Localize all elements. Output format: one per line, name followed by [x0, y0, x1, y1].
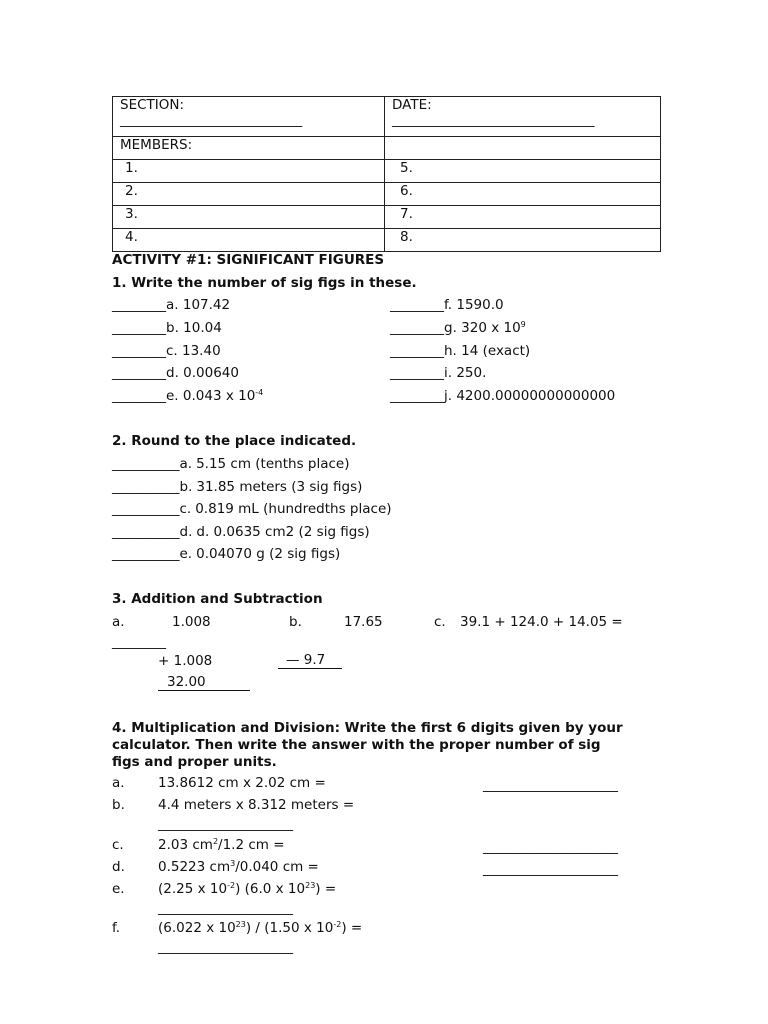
q1-label: g. 320 x 10 — [444, 320, 521, 336]
q2-item-e — [112, 546, 340, 562]
q3-b-value1: 17.65 — [344, 614, 383, 630]
q2-text: 0.04070 g (2 sig figs) — [196, 546, 341, 562]
q2-text: 0.819 mL (hundredths place) — [195, 501, 392, 517]
q3-b-value2 — [278, 653, 342, 669]
member-number: 8. — [400, 229, 413, 245]
q4-e-blank[interactable]: ____________________ — [158, 900, 293, 916]
exponent: 2 — [212, 837, 219, 846]
date-cell[interactable] — [385, 97, 661, 137]
q1-item-c — [112, 343, 221, 359]
member-cell-7[interactable] — [385, 206, 661, 229]
q3-a-value3-text: 32.00 — [167, 674, 206, 690]
answer-blank[interactable]: ________ — [390, 365, 444, 381]
member-number: 3. — [125, 206, 138, 222]
q4-c-expression — [158, 837, 285, 853]
q1-label: j. 4200.00000000000000 — [444, 388, 616, 404]
exponent: 23 — [305, 881, 316, 890]
q3-title: 3. Addition and Subtraction — [112, 591, 323, 607]
exponent: 9 — [520, 320, 526, 329]
q4-a-expression: 13.8612 cm x 2.02 cm = — [158, 775, 326, 791]
exponent: 3 — [230, 859, 236, 868]
q4-b-blank[interactable]: ____________________ — [158, 816, 293, 832]
q3-a-value1: 1.008 — [172, 614, 211, 630]
exponent: -2 — [333, 920, 342, 929]
q4-e-expression — [158, 881, 336, 897]
member-number: 1. — [125, 160, 138, 176]
date-blank[interactable]: ______________________________ — [392, 112, 595, 128]
answer-blank[interactable]: ________ — [390, 297, 444, 313]
answer-blank[interactable]: ________ — [112, 388, 166, 404]
q1-label: f. 1590.0 — [444, 297, 504, 313]
answer-blank[interactable]: ________ — [390, 388, 444, 404]
q2-letter: a. — [179, 456, 193, 472]
q2-item-b — [112, 479, 362, 495]
q3-a-value2: + 1.008 — [158, 653, 213, 669]
section-cell[interactable] — [113, 97, 385, 137]
q4-c-letter: c. — [112, 837, 124, 853]
q3-a-value3 — [158, 675, 250, 691]
q1-title: 1. Write the number of sig figs in these. — [112, 275, 417, 291]
member-cell-1[interactable] — [113, 160, 385, 183]
q2-text: d. 0.0635 cm2 (2 sig figs) — [196, 524, 370, 540]
q4-c-blank[interactable]: ____________________ — [483, 839, 618, 855]
member-number: 5. — [400, 160, 413, 176]
q2-title: 2. Round to the place indicated. — [112, 433, 357, 449]
q2-text: 31.85 meters (3 sig figs) — [196, 479, 363, 495]
expr-part: ) (6.0 x 10 — [235, 881, 306, 897]
q4-e-letter: e. — [112, 881, 125, 897]
expr-part: /1.2 cm = — [218, 837, 285, 853]
q4-a-letter: a. — [112, 775, 125, 791]
q1-label: a. 107.42 — [166, 297, 231, 313]
expr-part: ) / (1.50 x 10 — [245, 920, 334, 936]
answer-blank[interactable]: ________ — [112, 365, 166, 381]
member-cell-3[interactable] — [113, 206, 385, 229]
members-label: MEMBERS: — [120, 137, 193, 153]
q4-a-blank[interactable]: ____________________ — [483, 777, 618, 793]
q3-a-letter: a. — [112, 614, 125, 630]
q1-label: d. 0.00640 — [166, 365, 239, 381]
q4-b-letter: b. — [112, 797, 125, 813]
answer-blank[interactable]: ________ — [112, 320, 166, 336]
q1-item-d — [112, 365, 239, 381]
q1-label: e. 0.043 x 10 — [166, 388, 256, 404]
section-blank[interactable]: ___________________________ — [120, 112, 303, 128]
date-label: DATE: — [392, 97, 432, 113]
q3-b-letter: b. — [289, 614, 302, 630]
member-cell-2[interactable] — [113, 183, 385, 206]
q1-item-b — [112, 320, 222, 336]
q4-title-line2: calculator. Then write the answer with the proper number of sig — [112, 737, 601, 753]
member-number: 6. — [400, 183, 413, 199]
member-number: 7. — [400, 206, 413, 222]
q2-item-a — [112, 456, 349, 472]
q4-d-blank[interactable]: ____________________ — [483, 861, 618, 877]
q2-letter: e. — [179, 546, 193, 562]
q4-b-expression: 4.4 meters x 8.312 meters = — [158, 797, 355, 813]
member-cell-6[interactable] — [385, 183, 661, 206]
q3-c-expression: 39.1 + 124.0 + 14.05 = — [460, 614, 623, 630]
exponent: 23 — [235, 920, 246, 929]
answer-blank[interactable]: ________ — [112, 297, 166, 313]
member-cell-4[interactable] — [113, 229, 385, 252]
answer-blank[interactable]: __________ — [112, 456, 180, 472]
q2-text: 5.15 cm (tenths place) — [196, 456, 350, 472]
answer-blank[interactable]: __________ — [112, 501, 180, 517]
expr-part: (6.022 x 10 — [158, 920, 236, 936]
q2-item-d — [112, 524, 370, 540]
answer-blank[interactable]: __________ — [112, 479, 180, 495]
expr-part: ) = — [341, 920, 363, 936]
q4-f-letter: f. — [112, 920, 121, 936]
member-cell-8[interactable] — [385, 229, 661, 252]
q4-title-line1: 4. Multiplication and Division: Write the first 6 digits given by your — [112, 720, 623, 736]
q1-item-a — [112, 297, 230, 313]
q1-label: h. 14 (exact) — [444, 343, 531, 359]
q4-d-letter: d. — [112, 859, 125, 875]
q2-letter: d. — [179, 524, 193, 540]
q4-f-blank[interactable]: ____________________ — [158, 939, 293, 955]
q4-title-line3: figs and proper units. — [112, 754, 277, 770]
q3-c-letter: c. — [434, 614, 446, 630]
q1-item-e — [112, 388, 263, 404]
section-label: SECTION: — [120, 97, 185, 113]
q2-letter: c. — [179, 501, 192, 517]
expr-part: /0.040 cm = — [235, 859, 319, 875]
expr-part: (2.25 x 10 — [158, 881, 228, 897]
q1-label: b. 10.04 — [166, 320, 222, 336]
answer-blank[interactable]: ________ — [390, 343, 444, 359]
q1-item-i — [390, 365, 486, 381]
answer-blank[interactable]: ________ — [390, 320, 444, 336]
q1-item-h — [390, 343, 530, 359]
q1-item-j — [390, 388, 615, 404]
answer-blank[interactable]: __________ — [112, 546, 180, 562]
member-number: 2. — [125, 183, 138, 199]
q2-letter: b. — [179, 479, 193, 495]
q1-label: c. 13.40 — [166, 343, 221, 359]
q4-d-expression — [158, 859, 319, 875]
activity-title: ACTIVITY #1: SIGNIFICANT FIGURES — [112, 252, 385, 268]
exponent: -2 — [227, 881, 236, 890]
expr-part: 0.5223 cm — [158, 859, 231, 875]
member-number: 4. — [125, 229, 138, 245]
q3-answer-blank[interactable]: ________ — [112, 634, 166, 650]
members-empty-cell — [385, 137, 661, 160]
answer-blank[interactable]: __________ — [112, 524, 180, 540]
members-label-cell — [113, 137, 385, 160]
member-cell-5[interactable] — [385, 160, 661, 183]
q2-item-c — [112, 501, 392, 517]
exponent: -4 — [255, 388, 264, 397]
answer-blank[interactable]: ________ — [112, 343, 166, 359]
expr-part: 2.03 cm — [158, 837, 213, 853]
header-table — [112, 96, 661, 252]
q3-b-value2-text: — 9.7 — [286, 652, 326, 668]
expr-part: ) = — [315, 881, 337, 897]
q1-label: i. 250. — [444, 365, 487, 381]
q4-f-expression — [158, 920, 362, 936]
q1-item-f — [390, 297, 504, 313]
q1-item-g — [390, 320, 526, 336]
